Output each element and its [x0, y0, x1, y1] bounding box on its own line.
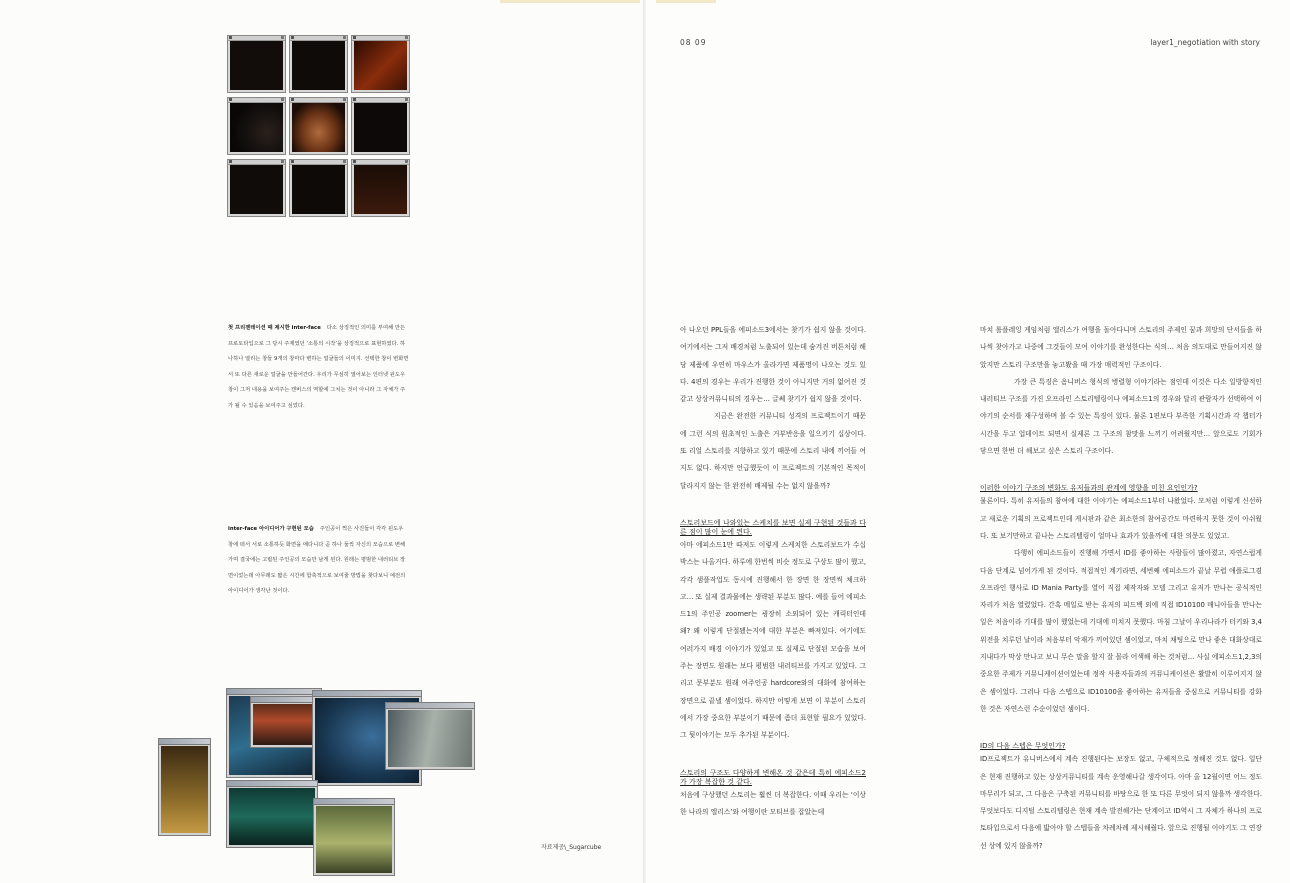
caption-first-presentation [228, 321, 410, 415]
window-thumb-face [289, 97, 348, 155]
paragraph: 가장 큰 특징은 옴니버스 형식의 병렬형 이야기라는 점인데 이것은 다소 일방향적인 내러티브 구조를 가진 오프라인 스토리텔링이나 에피소드1의 경우와 달리 관람자가 선택하여 이야기의 순서를 재구성하며 볼 수 있는 특징이 있다. 물론 1편보다 부족한 기획시간과 각 챕터가 시간을 두고 업데이트 되면서 실제론 그 구조의 참맛을 느끼기 어려웠지만… 앞으로도 기회가 닿으면 한번 더 해보고 싶은 스토리 구조이다. [980, 377, 1262, 456]
paragraph: 아 나오던 PPL들을 에피소드3에서는 찾기가 쉽지 않을 것이다. 여기에서는 그저 배경처럼 노출되어 있는데 숨겨진 버튼처럼 해당 제품에 우연히 마우스가 올라가면 제품명이 나오는 것도 있다. 4편의 경우는 우리가 진행한 것이 아니지만 거의 없어진 것 같고 상상커뮤니티의 경우는… 글쎄 찾기가 쉽지 않을 것이다. [680, 326, 866, 404]
collage-window-corridor [313, 798, 395, 876]
image-credit: 자료제공\_Sugarcube [541, 844, 602, 851]
caption-heading: inter-face 아이디어가 구현된 모습 [228, 526, 314, 532]
window-thumb [351, 97, 410, 155]
window-thumb [351, 35, 410, 93]
paragraph: 아마 에피소드1만 따져도 이렇게 스케치한 스토리보드가 수십 박스는 나올거다. 하루에 한번씩 비슷 정도로 구상도 많이 했고, 각각 샘플작업도 동시에 진행해서 한 장면 한 장면씩 체크하고… 또 실제 결과물에는 생략된 부분도 많다. 예를 들어 에피소드1의 주인공 zoomer는 굉장히 소외되어 있는 캐릭터인데 왜? 왜 이렇게 단절됐는지에 대한 부분은 빠져있다. 여기에도 여러가지 배경 이야기가 있었고 또 실제로 단절된 모습을 보여주는 장면도 원래는 보다 평범한 내러티브를 가지고 있었다. 그리고 문부분도 원래 여주인공 hardcore와의 대화에 참여하는 장면으로 끝낼 셈이었다. 하지만 어떻게 보면 이 부분이 스토리에서 가장 중요한 부분이기 때문에 좀더 표현할 필요가 있었다. 그 뒷이야기는 모두 추가된 부분이다. [680, 540, 866, 740]
caption-body: 다소 상징적인 의미를 부여해 만든 프로토타입으로 그 당시 주제였던 ‘소통의 시작’을 상징적으로 표현하였다. 하나하나 열리는 창들 9개의 창마다 변하는 얼굴들의 이미지. 선택한 창이 변화면서 또 다른 새로운 얼굴을 만들어간다. 우리가 무심히 열어보는 인터넷 윈도우 창이 그저 내용을 보여주는 캔버스의 역할에 그치는 것이 아니라 그 자체가 주가 될 수 있음을 보여주고 싶었다. [228, 325, 409, 409]
paragraph: 마치 롤플레잉 게임처럼 앨리스가 여행을 돌아다니며 스토리의 주제인 꿈과 희망의 단서들을 하나씩 찾아가고 나중에 그것들이 모여 이야기를 완성한다는 식의… 처음 의도대로 만들어지진 않았지만 스토리 구조만을 놓고봤을 때 가장 매력적인 구조이다. [980, 326, 1262, 369]
window-thumb [289, 35, 348, 93]
interview-question: 이러한 이야기 구조의 변화도 유저들과의 관계에 영향을 미친 요인인가? [980, 484, 1198, 493]
paragraph: 지금은 완전한 커뮤니티 성격의 프로젝트이기 때문에 그런 식의 원초적인 노출은 거부반응을 일으키기 십상이다. 또 리얼 스토리를 지향하고 있기 때문에 스토리 내에 끼어들 여지도 없다. 하지만 언급했듯이 이 프로젝트의 기본적인 목적이 달라지지 않는 한 완전히 배제될 수는 없지 않을까? [680, 412, 866, 490]
window-thumb [227, 97, 286, 155]
interview-question: ID의 다음 스텝은 무엇인가? [980, 742, 1066, 751]
running-head: layer1_negotiation with story [1150, 38, 1260, 47]
collage-window-train [226, 780, 318, 848]
interview-question: 스토리의 구조도 다양하게 변해온 것 같은데 특히 에피소드2가 가장 복잡한 것 같다. [680, 768, 866, 786]
interview-column-2 [980, 322, 1262, 855]
window-thumb [351, 159, 410, 217]
paragraph: 처음에 구상했던 스토리는 훨씬 더 복잡한다. 이때 우리는 ‘이상한 나라의 앨리스’와 여행이란 모티브를 잡았는데 [680, 790, 866, 816]
paragraph: ID프로젝트가 유니버스에서 계속 진행된다는 보장도 없고, 구체적으로 정해진 것도 없다. 일단은 현재 진행하고 있는 상상커뮤니티를 계속 운영해나갈 생각이다. 아마 올 12월이면 어느 정도 마무리가 되고, 그 다음은 구축된 커뮤니티를 바탕으로 한 또 다른 무엇이 되지 않을까 생각한다. 무엇보다도 디지털 스토리텔링은 현재 계속 발전해가는 단계이고 ID역시 그 자체가 하나의 프로토타입으로서 다음에 밟아야 할 스텝들을 차례차례 제시해줬다. 앞으로 진행될 이야기도 그 연장선 상에 있지 않을까? [980, 755, 1262, 850]
collage-window-walking [158, 738, 211, 836]
caption-body: 주인공이 찍은 사진들이 각각 윈도우 창에 떠서 서로 소통하듯 화면을 메다니다 곧 하나 둘씩 자신의 모습으로 변해가며 결국에는 고립된 주인공의 모습만 남게 된다. 원래는 평범한 내러티브 장면이었는데 아무래도 짧은 시간에 함축적으로 보여줄 방법을 찾다보니 예전의 아이디어가 생각난 것이다. [228, 526, 406, 595]
window-thumb [289, 159, 348, 217]
page-numbers: 08 09 [680, 38, 707, 47]
window-thumb [227, 159, 286, 217]
paragraph: 다행히 에피소드들이 진행해 가면서 ID를 좋아하는 사람들이 많아졌고, 자연스럽게 다음 단계로 넘어가게 된 것이다. 적접적인 계기라면, 세번째 에피소드가 끝날 무렵 애플로그겸 오프라인 행사로 ID Mania Party를 열어 직접 제작자와 모델 그리고 유저가 만나는 공식적인 자리가 처음 열렸었다. 간혹 메일로 받는 유저의 피드백 외에 직접 ID10100 매니아들을 만나는 일은 처음이라 기대를 많이 했었는데 기대에 미치지 못했다. 마침 그날이 우리나라가 터키와 3,4위전을 치루던 날이라 처음부터 악재가 끼어있던 셈이었고, 마치 채팅으로 만나 좋은 대화상대로 지내다가 막상 만나고 보니 무슨 말을 할지 잘 몰라 어색해 하는 것처럼… 사실 에피소드1,2,3의 중요한 주제가 커뮤니케이션이었는데 정작 사용자들과의 커뮤니케이션은 활발히 이루어지지 않은 셈이었다. 그러나 다음 스텝으로 ID10100을 좋아하는 유저들을 중심으로 커뮤니티를 강화한 것은 자연스런 수순이었던 셈이다. [980, 549, 1262, 713]
interface-window-grid-figure [227, 35, 412, 221]
window-thumb [227, 35, 286, 93]
interview-question: 스토리보드에 나와있는 스케치를 보면 실제 구현된 것들과 다른 점이 많이 눈에 띈다. [680, 518, 866, 536]
top-edge-strip [500, 0, 640, 3]
caption-heading: 첫 프리젠테이션 때 제시한 inter-face [228, 325, 321, 331]
caption-interface-implemented [228, 522, 410, 600]
collage-window-subway [250, 696, 316, 748]
interview-column-1 [680, 322, 866, 821]
top-edge-strip [656, 0, 716, 3]
paragraph: 물론이다. 특히 유저들의 참여에 대한 이야기는 에피소드1부터 나왔었다. 모처럼 이렇게 신선하고 새로운 기획의 프로젝트인데 게시판과 같은 최소한의 참여공간도 마련하지 못한 것이 아쉬웠다. 또 보기만하고 끝나는 스토리텔링이 얼마나 효과가 있을까에 대한 의문도 있었고. [980, 497, 1262, 540]
collage-window-platform [385, 702, 475, 770]
